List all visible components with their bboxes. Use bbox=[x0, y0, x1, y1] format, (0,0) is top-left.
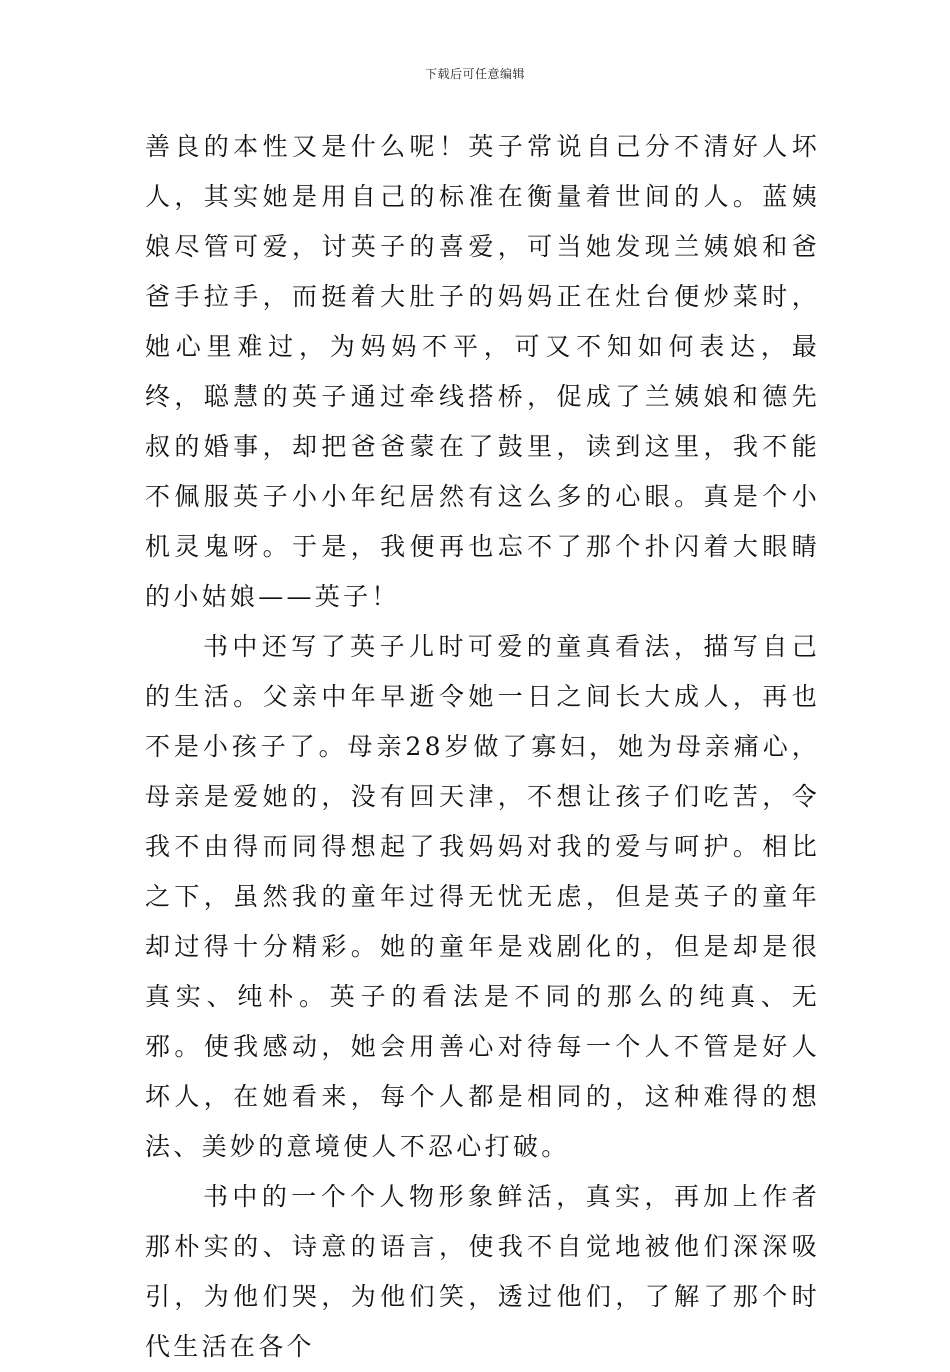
document-body bbox=[145, 122, 820, 1372]
paragraph-2: 书中还写了英子儿时可爱的童真看法，描写自己的生活。父亲中年早逝令她一日之间长大成人，再也不是小孩子了。母亲28岁做了寡妇，她为母亲痛心，母亲是爱她的，没有回天津，不想让孩子们吃苦，令我不由得而同得想起了我妈妈对我的爱与呵护。相比之下，虽然我的童年过得无忧无虑，但是英子的童年却过得十分精彩。她的童年是戏剧化的，但是却是很真实、纯朴。英子的看法是不同的那么的纯真、无邪。使我感动，她会用善心对待每一个人不管是好人坏人，在她看来，每个人都是相同的，这种难得的想法、美妙的意境使人不忍心打破。 bbox=[145, 632, 820, 1161]
paragraph-1: 善良的本性又是什么呢！英子常说自己分不清好人坏人，其实她是用自己的标准在衡量着世间的人。蓝姨娘尽管可爱，讨英子的喜爱，可当她发现兰姨娘和爸爸手拉手，而挺着大肚子的妈妈正在灶台便炒菜时，她心里难过，为妈妈不平，可又不知如何表达，最终，聪慧的英子通过牵线搭桥，促成了兰姨娘和德先叔的婚事，却把爸爸蒙在了鼓里，读到这里，我不能不佩服英子小小年纪居然有这么多的心眼。真是个小机灵鬼呀。于是，我便再也忘不了那个扑闪着大眼睛的小姑娘——英子！ bbox=[145, 132, 820, 611]
paragraph-3: 书中的一个个人物形象鲜活，真实，再加上作者那朴实的、诗意的语言，使我不自觉地被他们深深吸引，为他们哭，为他们笑，透过他们，了解了那个时代生活在各个 bbox=[145, 1182, 820, 1361]
page-header: 下载后可任意编辑 bbox=[424, 67, 525, 81]
